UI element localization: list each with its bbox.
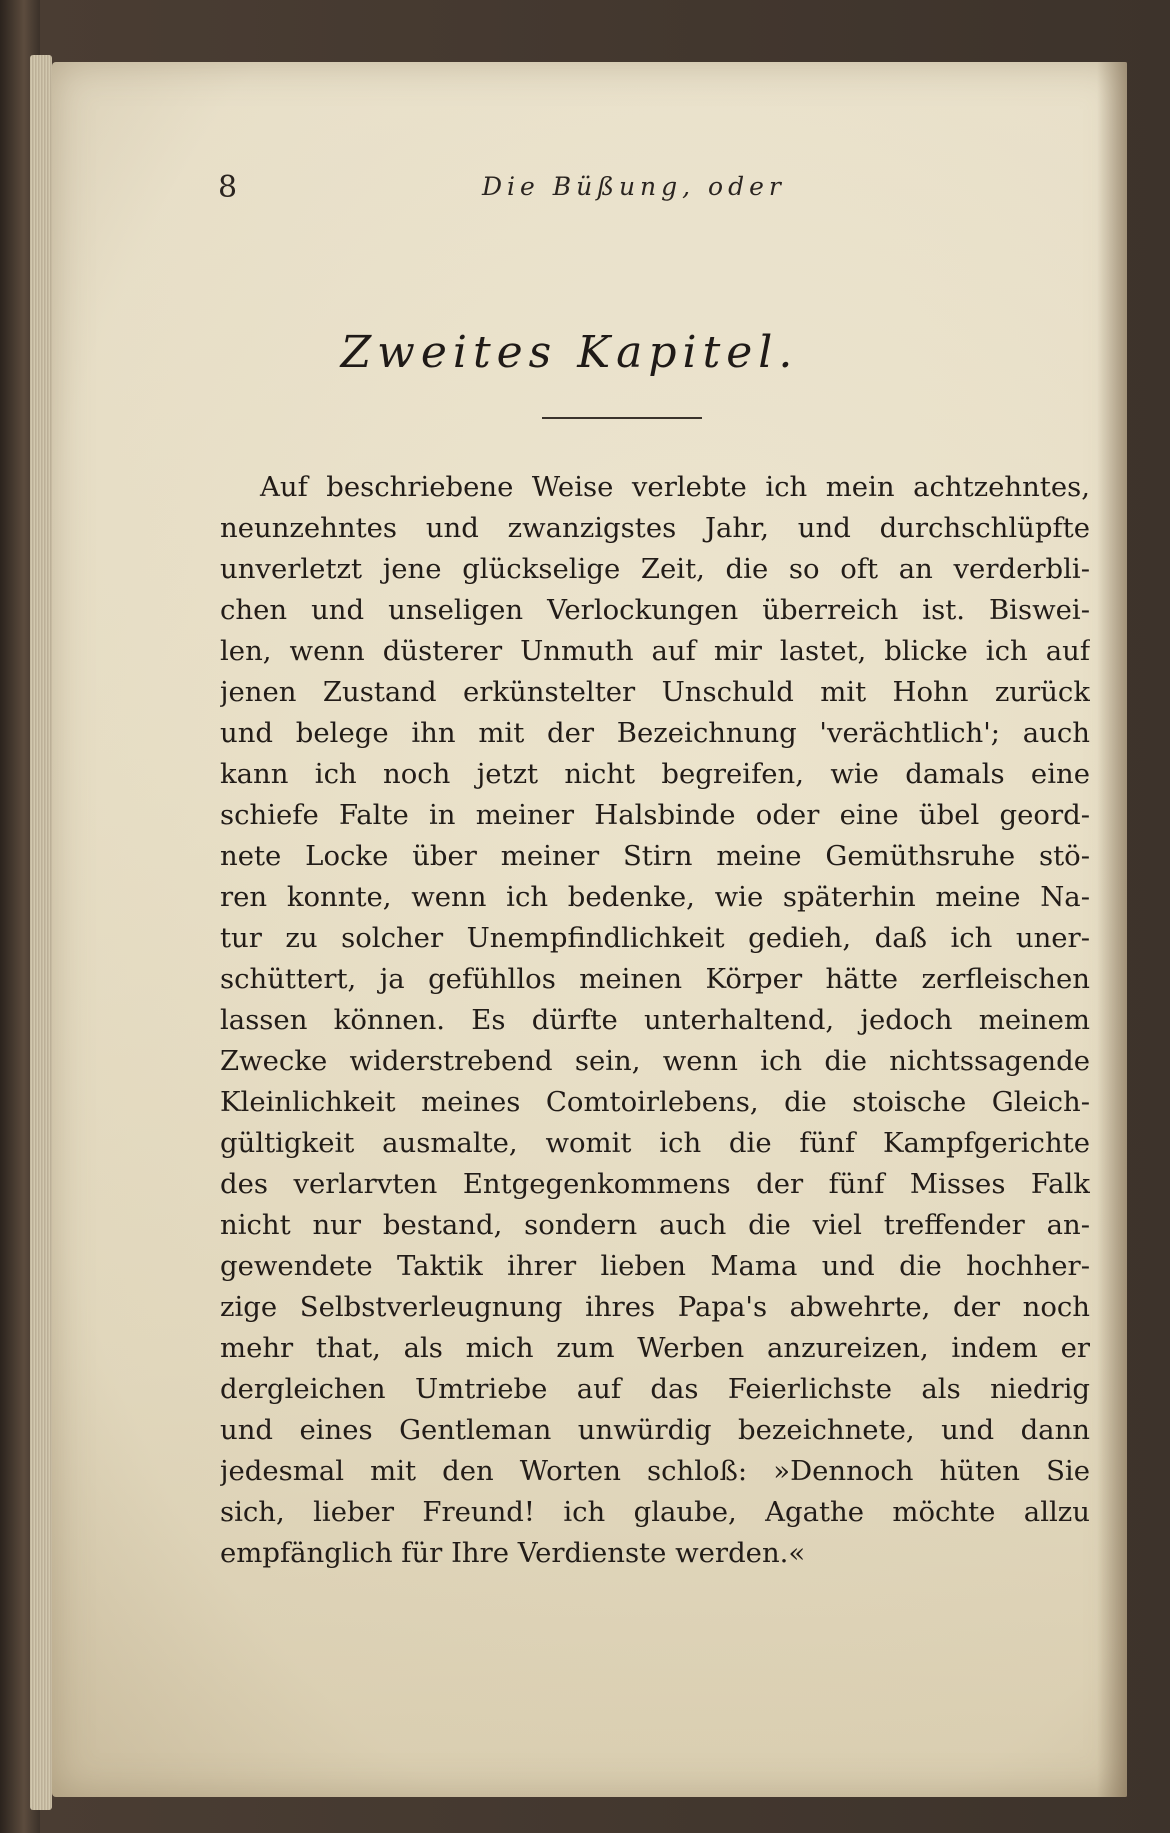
chapter-divider (542, 417, 702, 419)
text-line: jenen Zustand erkünstelter Unschuld mit Hohn zurück (220, 676, 1090, 708)
text-line: nicht nur bestand, sondern auch die viel treffender an- (220, 1209, 1090, 1241)
text-line: schiefe Falte in meiner Halsbinde oder eine übel geord- (220, 799, 1090, 831)
text-line: jedesmal mit den Worten schloß: »Dennoch hüten Sie (220, 1455, 1090, 1487)
text-line: nete Locke über meiner Stirn meine Gemüthsruhe stö- (220, 840, 1090, 872)
text-line: tur zu solcher Unempfindlichkeit gedieh, daß ich uner- (220, 922, 1090, 954)
text-line: gültigkeit ausmalte, womit ich die fünf Kampfgerichte (220, 1127, 1090, 1159)
text-line: mehr that, als mich zum Werben anzureizen, indem er (220, 1332, 1090, 1364)
text-line: und belege ihn mit der Bezeichnung 'verächtlich'; auch (220, 717, 1090, 749)
text-line: Auf beschriebene Weise verlebte ich mein achtzehntes, (260, 471, 1090, 503)
text-line: neunzehntes und zwanzigstes Jahr, und durchschlüpfte (220, 512, 1090, 544)
text-line: empfänglich für Ihre Verdienste werden.« (220, 1537, 806, 1569)
chapter-title: Zweites Kapitel. (340, 327, 799, 378)
text-line: schüttert, ja gefühllos meinen Körper hätte zerfleischen (220, 963, 1090, 995)
text-line: sich, lieber Freund! ich glaube, Agathe möchte allzu (220, 1496, 1090, 1528)
text-line: chen und unseligen Verlockungen überreich ist. Biswei- (220, 594, 1090, 626)
text-line: und eines Gentleman unwürdig bezeichnete, und dann (220, 1414, 1090, 1446)
page-number: 8 (218, 170, 238, 205)
text-line: dergleichen Umtriebe auf das Feierlichste als niedrig (220, 1373, 1090, 1405)
page-gutter (1097, 62, 1127, 1797)
text-line: lassen können. Es dürfte unterhaltend, jedoch meinem (220, 1004, 1090, 1036)
text-line: kann ich noch jetzt nicht begreifen, wie damals eine (220, 758, 1090, 790)
text-line: unverletzt jene glückselige Zeit, die so oft an verderbli- (220, 553, 1090, 585)
running-head (52, 170, 1127, 210)
page-stack-edge (30, 55, 52, 1810)
text-line: zige Selbstverleugnung ihres Papa's abwehrte, der noch (220, 1291, 1090, 1323)
text-line: len, wenn düsterer Unmuth auf mir lastet, blicke ich auf (220, 635, 1090, 667)
text-line: gewendete Taktik ihrer lieben Mama und die hochher- (220, 1250, 1090, 1282)
book-page (52, 62, 1127, 1797)
text-line: Zwecke widerstrebend sein, wenn ich die nichtssagende (220, 1045, 1090, 1077)
text-line: des verlarvten Entgegenkommens der fünf Misses Falk (220, 1168, 1090, 1200)
running-title: Die Büßung, oder (482, 172, 786, 201)
text-line: Kleinlichkeit meines Comtoirlebens, die stoische Gleich- (220, 1086, 1090, 1118)
text-line: ren konnte, wenn ich bedenke, wie späterhin meine Na- (220, 881, 1090, 913)
body-text (220, 467, 1090, 1574)
